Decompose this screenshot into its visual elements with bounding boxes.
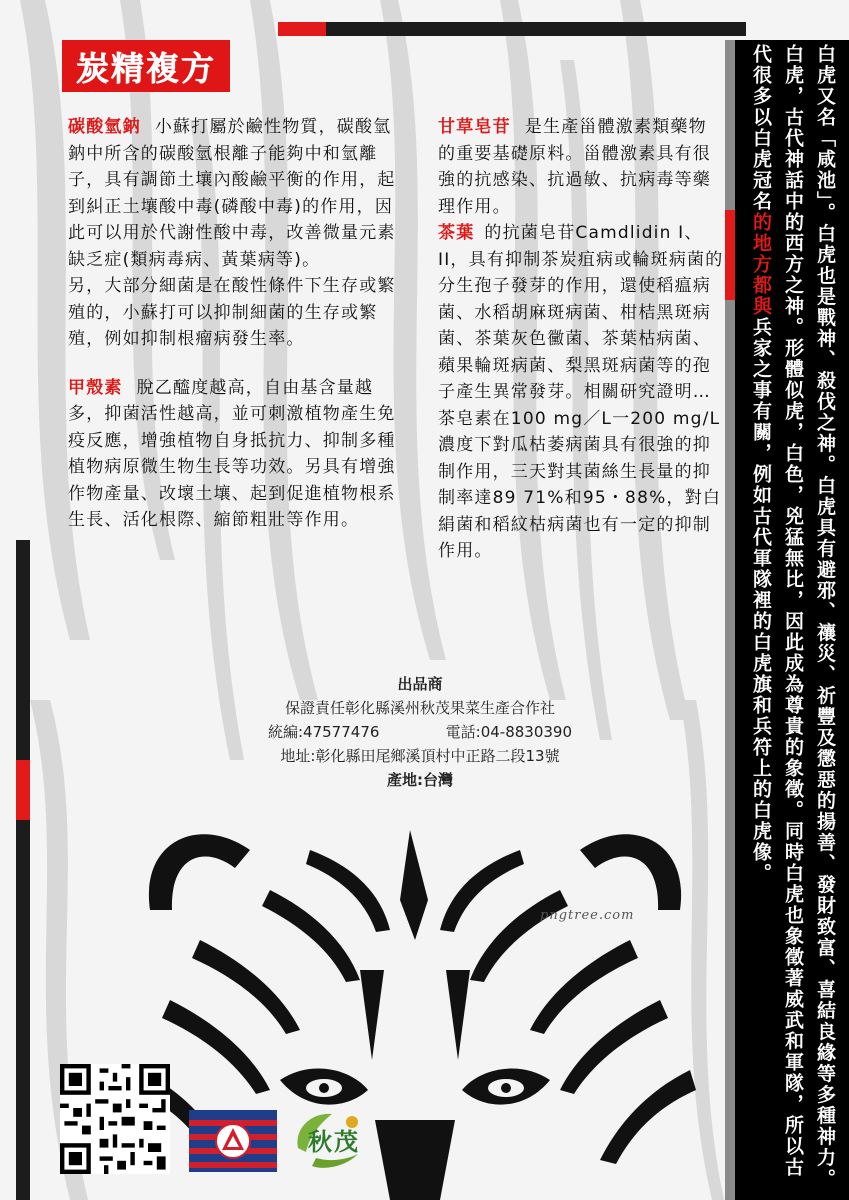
paragraph-text: 脫乙醯度越高，自由基含量越多，抑菌活性越高，並可刺激植物產生免疫反應，增強植物自身抵抗力、抑制多種植物病原微生物生長等功效。另具有增強作物產量、改壞土壤、起到促進植物根系生長、活化根際、縮節粗壯等作用。 <box>68 377 396 530</box>
origin: 產地:台灣 <box>387 771 453 789</box>
keyword-chitosan: 甲殼素 <box>68 377 123 398</box>
producer-info <box>230 672 610 792</box>
left-column <box>68 114 398 534</box>
section-sodium-bicarbonate <box>68 114 398 273</box>
phone-number: 電話:04-8830390 <box>445 723 572 741</box>
right-column <box>438 114 724 565</box>
top-red-accent <box>278 22 326 36</box>
keyword-sodium-bicarbonate: 碳酸氫鈉 <box>68 117 141 137</box>
title-banner <box>62 40 230 92</box>
left-decorative-bar <box>16 540 30 1200</box>
producer-heading: 出品商 <box>397 675 443 693</box>
top-decorative-bar <box>278 22 746 36</box>
page-title: 炭精複方 <box>76 48 216 88</box>
paragraph-text: 小蘇打屬於鹼性物質，碳酸氫鈉中所含的碳酸氫根離子能夠中和氫離子，具有調節土壤內酸鹼平衡的作用，起到糾正土壤酸中毒(磷酸中毒)的作用，因此可以用於代謝性酸中毒，改善微量元素缺乏症(類病毒病、黃葉病等)。 <box>68 117 396 270</box>
address: 地址:彰化縣田尾鄉溪頂村中正路二段13號 <box>280 747 560 765</box>
vertical-text-panel <box>746 44 841 1194</box>
vertical-text-highlight: 的地方都與 <box>750 212 772 317</box>
cooperative-logo-icon <box>189 1110 277 1172</box>
paragraph-bacteria: 另，大部分細菌是在酸性條件下生存或繁殖的，小蘇打可以抑制細菌的生存或繁殖，例如抑制根瘤病發生率。 <box>68 276 396 349</box>
keyword-tea: 茶葉 <box>438 223 475 243</box>
paragraph-text: 是生產甾體激素類藥物的重要基礎原料。甾體激素具有很強的抗感染、抗過敏、抗病毒等藥理作用。 <box>438 117 711 217</box>
side-red-accent <box>725 210 735 300</box>
vertical-text-part1: 白虎又名「咸池」。白虎也是戰神、殺伐之神。白虎具有避邪、禳災、祈豐及懲惡的揚善、發財致富、喜結良緣等多種神力。白虎，古代神話中的西方之神。形體似虎，白色，兇猛無比，因此成為尊貴的象徵。同時白虎也象徵著威武和軍隊，所以古代很多以白虎冠名 <box>750 44 836 1190</box>
section-tea <box>438 220 724 565</box>
tax-id: 統編:47577476 <box>268 723 380 741</box>
vertical-text-part2: 兵家之事有關，例如古代軍隊裡的白虎旗和兵符上的白虎像。 <box>750 317 772 884</box>
qiumao-logo-text: 秋茂 <box>308 1127 360 1156</box>
keyword-glycyrrhizin: 甘草皂苷 <box>438 117 511 137</box>
paragraph-text: 的抗菌皂苷Camdlidin I、II，具有抑制茶炭疽病或輪斑病菌的分生孢子發芽的作用，還使稻瘟病菌、水稻胡麻斑病菌、柑桔黑斑病菌、茶葉灰色黴菌、茶葉枯病菌、蘋果輪斑病菌、梨黑斑病菌等的孢子產生異常發芽。相關研究證明…茶皂素在100 mg／L一200 mg/L濃度下對瓜枯萎病菌具有很強的抑制作用，三天對其菌絲生長量的抑制率達89 71%和95・88%，對白絹菌和稻紋枯病菌也有一定的抑制作用。 <box>438 223 724 561</box>
contact-row <box>230 720 610 744</box>
section-chitosan <box>68 375 398 534</box>
qr-code[interactable] <box>60 1064 170 1174</box>
watermark: pngtree.com <box>540 908 635 923</box>
qiumao-logo <box>292 1108 366 1174</box>
left-red-accent <box>16 760 30 820</box>
section-glycyrrhizin <box>438 114 724 220</box>
company-name: 保證責任彰化縣溪州秋茂果菜生產合作社 <box>284 699 555 717</box>
